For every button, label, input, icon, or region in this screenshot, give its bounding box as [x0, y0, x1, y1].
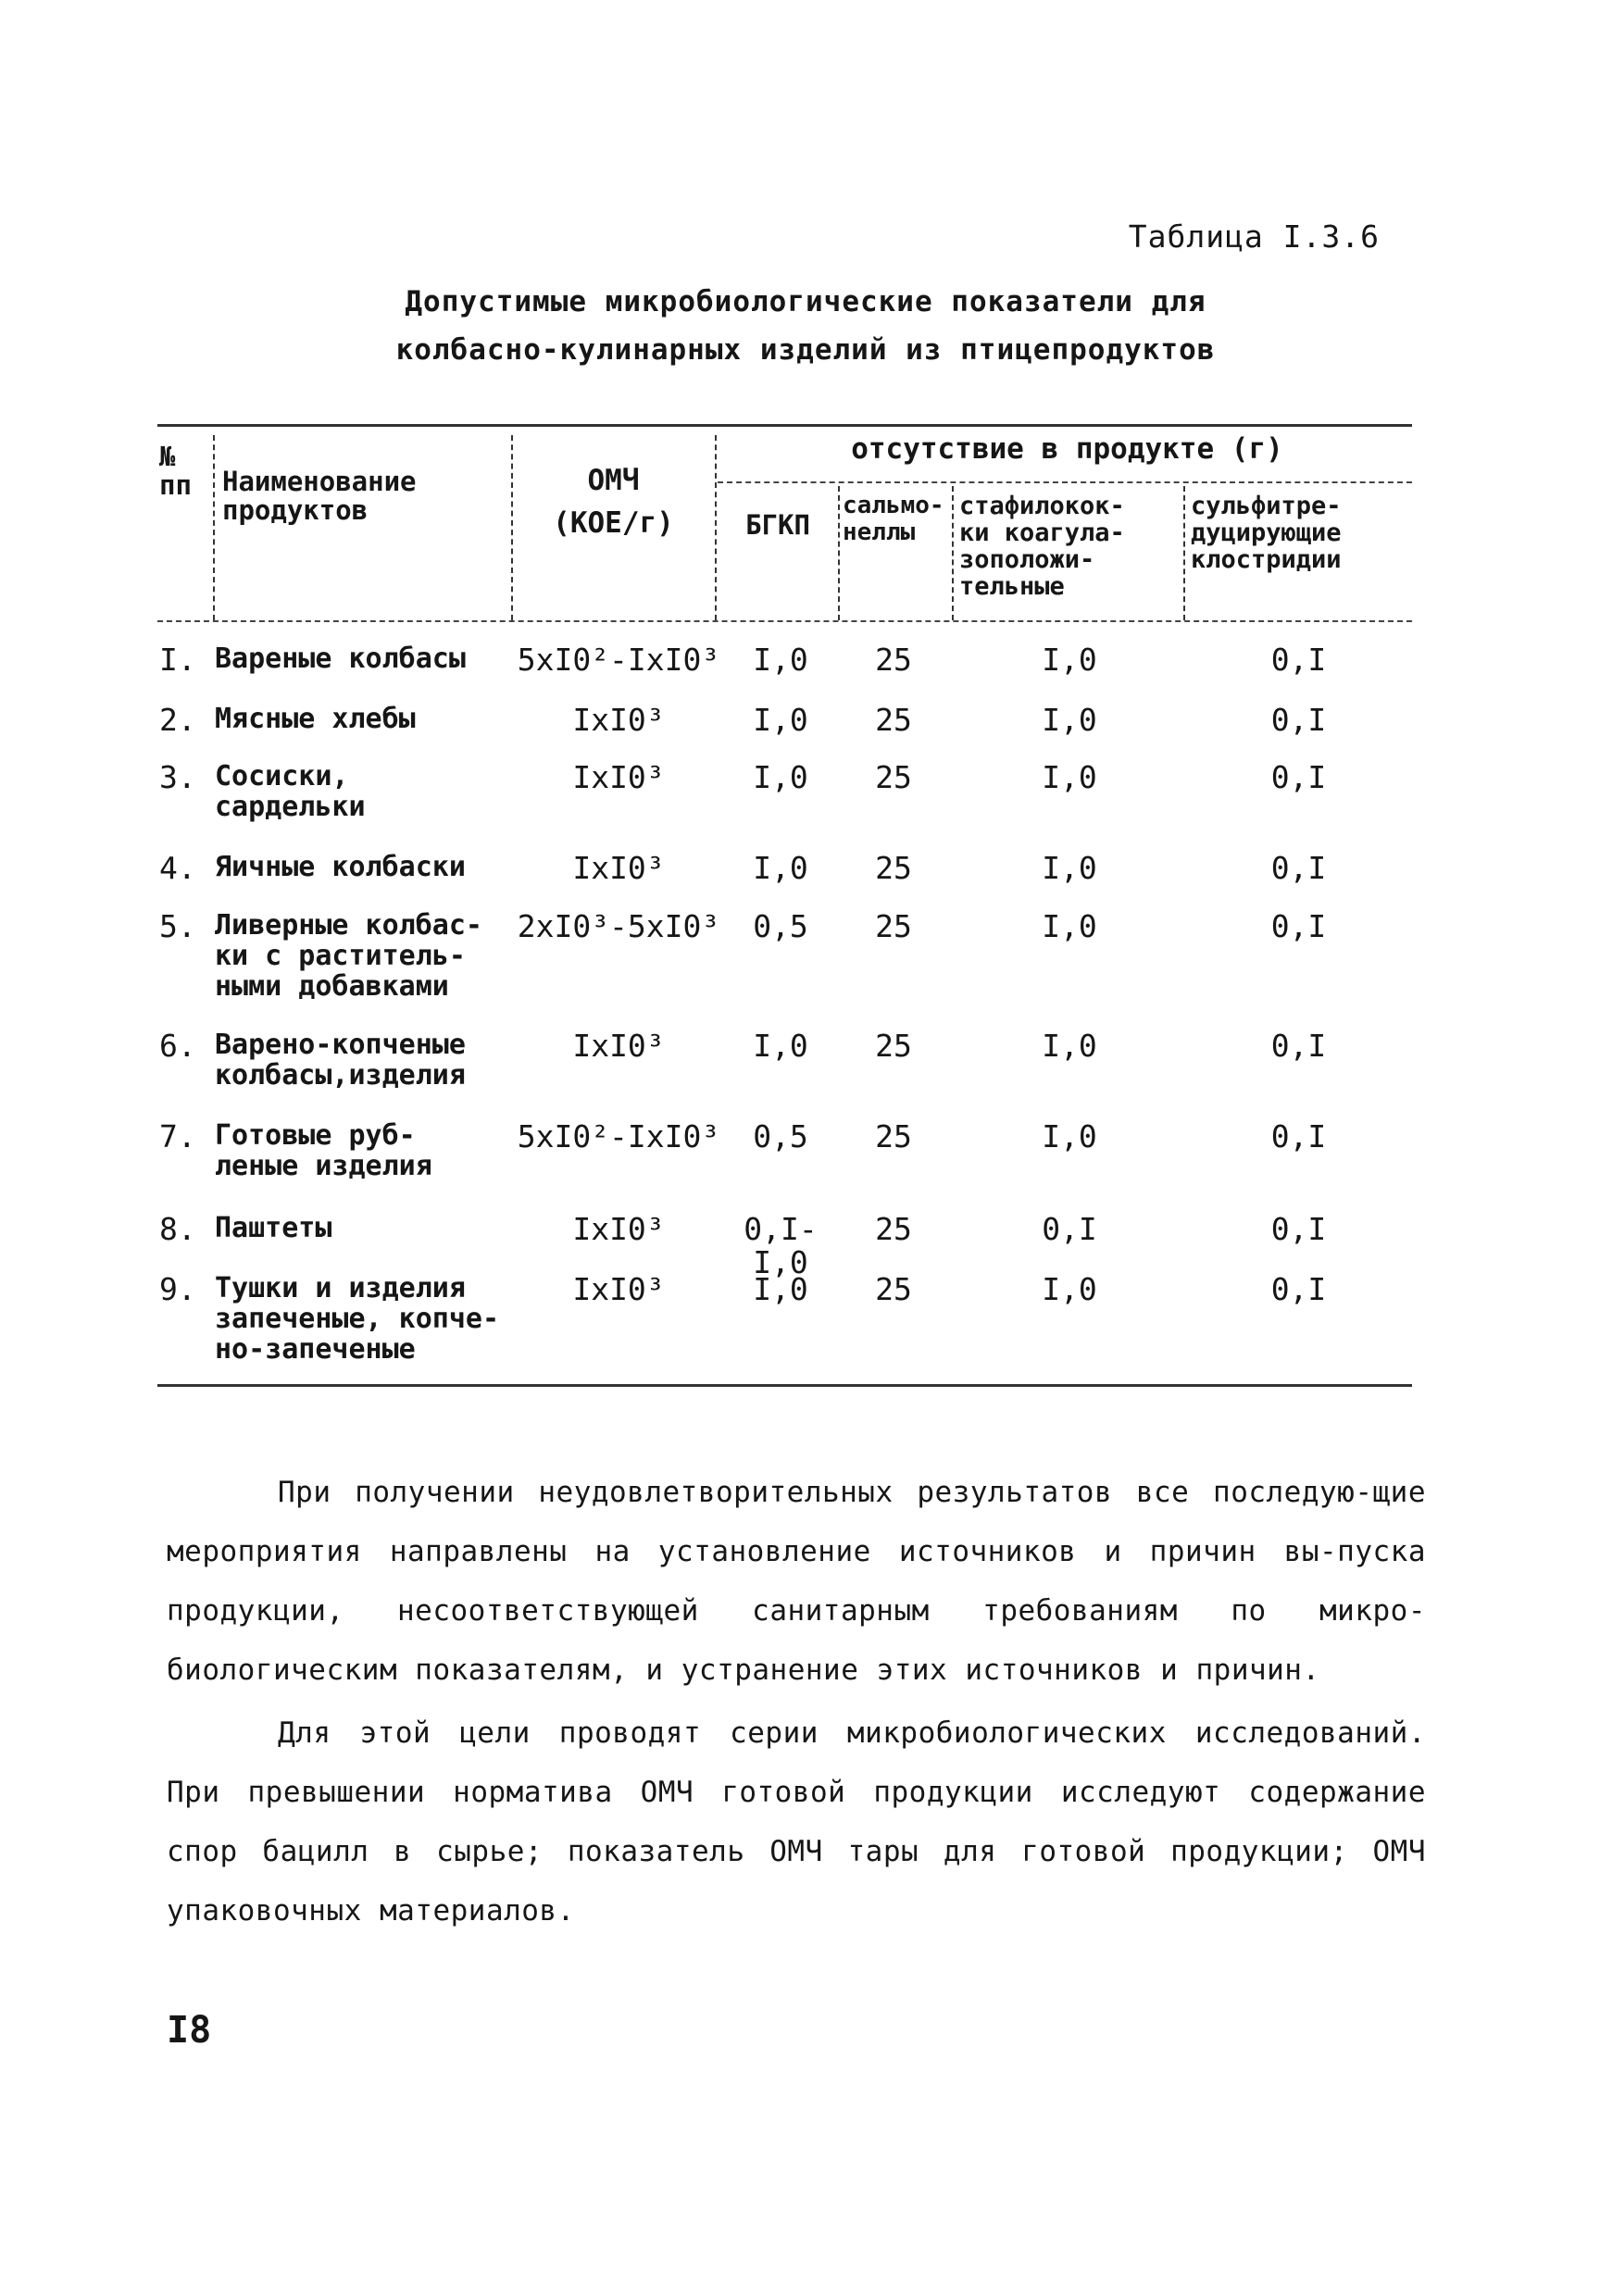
cell-num: I. — [159, 642, 196, 678]
cell-num: 6. — [159, 1028, 196, 1064]
cell-clost: 0,I — [1270, 1028, 1327, 1064]
col-separator — [511, 435, 513, 620]
cell-staph: I,0 — [1042, 1118, 1097, 1154]
cell-name: Мясные хлебы — [215, 703, 416, 735]
table-caption-line-1: Допустимые микробиологические показатели для — [405, 285, 1206, 318]
cell-salm: 25 — [875, 702, 912, 738]
cell-num: 2. — [159, 702, 196, 738]
cell-clost: 0,I — [1270, 1271, 1327, 1307]
cell-clost: 0,I — [1270, 642, 1327, 678]
col-separator — [715, 435, 717, 620]
col-separator — [838, 486, 840, 620]
cell-clost: 0,I — [1270, 850, 1327, 886]
cell-num: 9. — [159, 1271, 196, 1307]
cell-omch: IxI0³ — [572, 1211, 665, 1247]
cell-bgkp: I,0 — [753, 702, 808, 738]
cell-salm: 25 — [875, 1271, 912, 1307]
cell-salm: 25 — [875, 642, 912, 678]
cell-bgkp: I,0 — [753, 642, 808, 678]
cell-staph: I,0 — [1042, 642, 1097, 678]
paragraph-2: Для этой цели проводят серии микробиологических исследований. При превышении норматива ОМЧ готовой продукции исследуют содержание спор бацилл в сырье; показатель ОМЧ тары для готовой продукции; ОМЧ упаковочных материалов. — [167, 1716, 1426, 1928]
cell-omch: IxI0³ — [572, 1271, 665, 1307]
cell-name: Варено-копченые колбасы,изделия — [215, 1029, 466, 1092]
paragraph-1: При получении неудовлетворительных результатов все последую-щие мероприятия направлены на установление источников и причин вы-пуска продукции, несоответствующей санитарным требованиям по микро-биологическим показателям, и устранение этих источников и причин. — [167, 1476, 1426, 1687]
header-salmonella: сальмо- неллы — [843, 492, 944, 546]
header-bottom-rule — [157, 620, 1412, 622]
cell-omch: IxI0³ — [572, 1028, 665, 1064]
cell-omch: IxI0³ — [572, 850, 665, 886]
table-caption-line-2: колбасно-кулинарных изделий из птицепродуктов — [395, 333, 1216, 367]
page-number: I8 — [167, 2009, 212, 2052]
cell-bgkp: I,0 — [753, 1271, 808, 1307]
cell-num: 8. — [159, 1211, 196, 1247]
cell-staph: I,0 — [1042, 759, 1097, 795]
cell-salm: 25 — [875, 1211, 912, 1247]
cell-name: Яичные колбаски — [215, 851, 466, 883]
cell-name: Сосиски, сардельки — [215, 760, 366, 823]
cell-clost: 0,I — [1270, 908, 1327, 944]
cell-staph: I,0 — [1042, 1271, 1097, 1307]
cell-omch: 5xI0²-IxI0³ — [517, 1118, 720, 1154]
cell-staph: I,0 — [1042, 850, 1097, 886]
table-number: Таблица I.3.6 — [1128, 218, 1380, 255]
cell-omch: 5xI0²-IxI0³ — [517, 642, 720, 678]
cell-salm: 25 — [875, 1118, 912, 1154]
cell-staph: I,0 — [1042, 1028, 1097, 1064]
col-separator — [1183, 486, 1185, 620]
cell-bgkp: 0,I-I,0 — [744, 1211, 818, 1280]
cell-clost: 0,I — [1270, 759, 1327, 795]
cell-bgkp: I,0 — [753, 1028, 808, 1064]
cell-name: Паштеты — [215, 1212, 332, 1244]
header-num: № пп — [159, 441, 192, 501]
cell-staph: 0,I — [1042, 1211, 1097, 1247]
header-clostridia: сульфитре- дуцирующие клостридии — [1191, 492, 1342, 574]
cell-name: Ливерные колбас- ки с раститель- ными добавками — [215, 909, 482, 1003]
cell-clost: 0,I — [1270, 702, 1327, 738]
cell-num: 4. — [159, 850, 196, 886]
cell-omch: IxI0³ — [572, 759, 665, 795]
header-omch: ОМЧ (КОЕ/г) — [553, 464, 674, 540]
cell-staph: I,0 — [1042, 702, 1097, 738]
table-top-rule — [157, 424, 1412, 427]
header-staph: стафилокок- ки коагула- зоположи- тельные — [959, 492, 1125, 601]
cell-salm: 25 — [875, 908, 912, 944]
cell-name: Тушки и изделия запеченые, копче- но-запеченые — [215, 1272, 500, 1366]
table-bottom-rule — [157, 1384, 1412, 1387]
cell-bgkp: 0,5 — [753, 908, 808, 944]
col-separator — [952, 486, 954, 620]
cell-clost: 0,I — [1270, 1211, 1327, 1247]
subheader-rule — [718, 481, 1412, 483]
cell-omch: IxI0³ — [572, 702, 665, 738]
cell-bgkp: I,0 — [753, 759, 808, 795]
cell-clost: 0,I — [1270, 1118, 1327, 1154]
cell-num: 5. — [159, 908, 196, 944]
cell-name: Вареные колбасы — [215, 643, 466, 675]
cell-salm: 25 — [875, 850, 912, 886]
cell-name: Готовые руб- леные изделия — [215, 1119, 432, 1182]
cell-salm: 25 — [875, 759, 912, 795]
header-bgkp: БГКП — [745, 509, 810, 541]
cell-bgkp: I,0 — [753, 850, 808, 886]
col-separator — [213, 435, 215, 620]
cell-bgkp: 0,5 — [753, 1118, 808, 1154]
header-name: Наименование продуктов — [222, 466, 417, 526]
cell-num: 7. — [159, 1118, 196, 1154]
cell-num: 3. — [159, 759, 196, 795]
cell-staph: I,0 — [1042, 908, 1097, 944]
header-absence: отсутствие в продукте (г) — [851, 432, 1283, 466]
cell-omch: 2xI0³-5xI0³ — [517, 908, 720, 944]
cell-salm: 25 — [875, 1028, 912, 1064]
